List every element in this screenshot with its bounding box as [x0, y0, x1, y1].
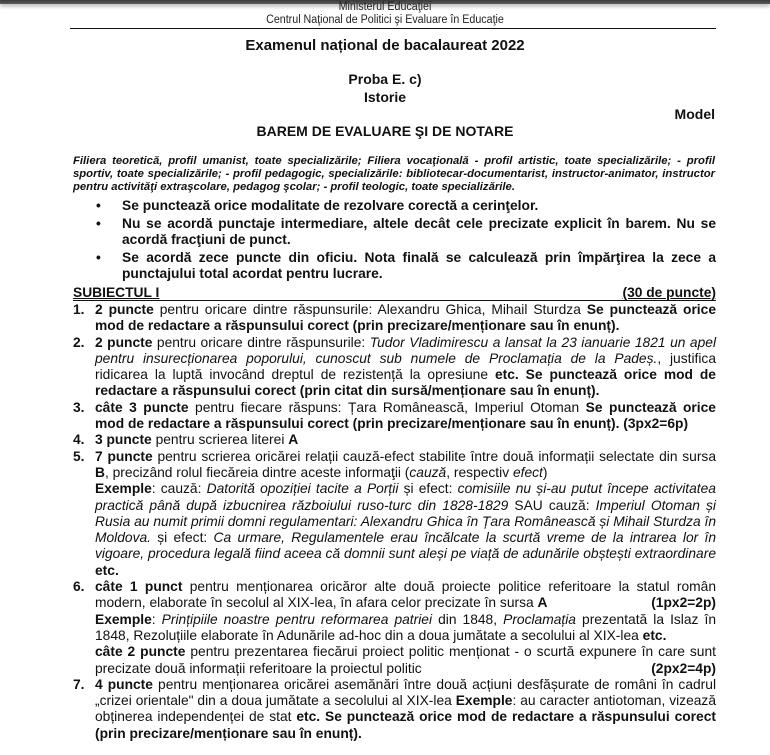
answer-item-4 — [73, 432, 716, 448]
item-text: pentru prezentarea fiecărui proiect politic menționat - o scurtă expunere în care sunt precizate două informații referitoare la proiectul politic — [95, 644, 716, 676]
bullet-icon: • — [96, 215, 101, 231]
exam-title: Examenul național de bacalaureat 2022 — [245, 37, 525, 54]
rule-text: Nu se acordă punctaje intermediare, altele decât cele precizate explicit în barem. Nu se acordă fracţiuni de punct. — [122, 215, 716, 248]
item-text: , justifica ridicarea la luptă invocând dreptul de rezistență la opresiune — [95, 350, 716, 383]
item-source: A — [537, 595, 548, 611]
item-points: 7 puncte — [95, 448, 153, 464]
item-score: (1px2=2p) — [651, 595, 716, 611]
item-source: B — [95, 464, 105, 480]
item-points: câte 1 punct — [95, 579, 183, 595]
item-number: 6. — [73, 579, 85, 595]
rule-text: Se acordă zece puncte din oficiu. Nota finală se calculează prin împărţirea la zece a punctajului total acordat pentru lucrare. — [122, 249, 716, 282]
item-text: : — [151, 611, 162, 627]
item-quote: Ca urmare, Regulamentele erau încălcate la scurtă vreme de la intrarea lor în vigoare, procedura legală fiind aceea că domnii sunt aleși pe viață de adunările obștești extraordinare — [95, 530, 716, 562]
item-points: câte 3 puncte — [95, 399, 189, 415]
model-label: Model — [674, 106, 715, 122]
item-text: și efect: — [150, 530, 214, 546]
item-number: 7. — [73, 676, 85, 692]
item-text: , precizând rolul fiecăreia dintre aceste informaţii ( — [104, 464, 410, 480]
item-quote: Prințipiile noastre pentru reformarea patriei — [161, 611, 433, 627]
item-text: din 1848, — [432, 611, 504, 627]
rule-item — [92, 198, 716, 214]
section-title: SUBIECTUL I — [73, 285, 160, 300]
item-text: pentru menționarea oricăror alte două proiecte politice referitoare la statul român modern, elaborate în secolul al XIX-lea, în afara celor precizate în sursa — [95, 579, 716, 611]
examples-label: Exemple — [95, 611, 152, 627]
item-score: (2px2=4p) — [651, 660, 716, 676]
item-note: etc. Se punctează orice mod de redactare a răspunsului corect (prin citat din sursă/menționare sau în enunț). — [95, 367, 716, 399]
item-number: 5. — [73, 448, 85, 464]
item-number: 2. — [73, 334, 85, 350]
item-points: 2 puncte — [95, 302, 154, 317]
rule-text: Se punctează orice modalitate de rezolvare corectă a cerinţelor. — [122, 198, 539, 213]
item-text: pentru scrierea oricărei relații cauză-efect stabilite între două informații selectate din sursa — [152, 448, 717, 464]
item-text: pentru oricare dintre răspunsurile: Alexandru Ghica, Mihail Sturdza — [153, 302, 587, 317]
examples-label: Exemple — [95, 481, 152, 497]
item-text: pentru oricare dintre răspunsurile: — [152, 334, 370, 350]
bullet-icon: • — [96, 198, 101, 213]
item-number: 4. — [73, 432, 85, 448]
item-term: cauză — [409, 464, 447, 480]
item-term: efect — [512, 464, 543, 480]
answer-item-5 — [73, 449, 716, 579]
item-text: : au caracter antiotoman, vizează obținerea independenței de stat — [95, 693, 717, 725]
item-quote: comisiile nu și-au putut începe activitatea practică până după izbucnirea războiului ruso-turc din 1828-1829 — [95, 481, 716, 513]
general-rules-list — [92, 198, 716, 284]
item-answer: A — [288, 432, 299, 448]
item-text: și efect: — [398, 481, 458, 497]
item-number: 3. — [73, 399, 85, 415]
item-text: , respectiv — [446, 464, 513, 480]
center-header: Centrul Naţional de Politici şi Evaluare în Educaţie — [266, 14, 504, 26]
item-etc: etc. — [642, 627, 667, 643]
item-points: câte 2 puncte — [95, 644, 186, 660]
item-text: : cauză: — [151, 481, 207, 497]
item-quote: Datorită opoziției tacite a Porții — [206, 481, 399, 497]
bullet-icon: • — [96, 249, 101, 265]
item-number: 1. — [73, 302, 85, 317]
item-text: pentru fiecare răspuns: Țara Românească, Imperiul Otoman — [188, 399, 586, 415]
answer-item-7 — [73, 677, 716, 742]
item-note: etc. Se punctează orice mod de redactare a răspunsului corect (prin precizare/menționare sau în enunț). — [95, 709, 716, 741]
item-quote: Tudor Vladimirescu a lansat la 23 ianuarie 1821 un apel pentru insurecționarea poporului, cunoscut sub numele de Proclamația de la Padeș. — [95, 334, 717, 366]
item-text: prezentată la Islaz în 1848, Rezoluțiile elaborate în Adunările ad-hoc din a doua jumătate a secolului al XIX-lea — [95, 611, 716, 643]
examples-label: Exemple — [455, 693, 513, 709]
ministry-header: Ministerul Educaţiei — [338, 1, 432, 13]
item-text: pentru scrierea literei — [151, 432, 289, 448]
answer-items — [73, 302, 716, 742]
item-text: SAU cauză: — [508, 497, 596, 513]
section-points: (30 de puncte) — [622, 285, 716, 300]
barem-title: BAREM DE EVALUARE ŞI DE NOTARE — [256, 123, 514, 139]
item-points: 3 puncte — [95, 432, 152, 448]
subject-name: Istorie — [363, 89, 406, 105]
answer-item-1 — [73, 302, 716, 335]
item-quote: Proclamația — [503, 611, 576, 627]
item-note: Se punctează orice mod de redactare a răspunsului corect (prin precizare/menționare sau în enunț). — [95, 302, 716, 334]
item-text: ) — [542, 464, 548, 480]
section-heading — [73, 285, 716, 301]
rule-item — [92, 216, 716, 249]
item-note: Se punctează orice mod de redactare a răspunsului corect (prin precizare/menționare sau în enunț). (3px2=6p) — [95, 399, 716, 432]
filiera-paragraph: Filiera teoretică, profil umanist, toate specializările; Filiera vocaţională - profil artistic, toate specializările; - profil sportiv, toate specializările; - profil pedagogic, specializările: bibliotecar-documentarist, instructor-animator, instructor pentru activităţi extraşcolare, pedagog şcolar; - profil teologic, toate specializările. — [73, 155, 715, 193]
rule-item — [92, 250, 716, 283]
header-rule — [70, 28, 716, 29]
answer-item-2 — [73, 335, 716, 400]
item-quote: Imperiul Otoman și Rusia au numit primii domni regulamentari: Alexandru Ghica în Țara Românească și Mihail Sturdza în Moldova. — [95, 497, 716, 546]
answer-item-6 — [73, 579, 716, 677]
answer-item-3 — [73, 400, 716, 433]
item-points: 2 puncte — [95, 334, 153, 350]
item-text: pentru menționarea oricărei asemănări între două acțiuni desfășurate de români în cadrul „crizei orientale" din a doua jumătate a secolului al XIX-lea — [95, 676, 717, 709]
item-etc: etc. — [95, 562, 119, 578]
proba-label: Proba E. c) — [348, 71, 422, 87]
item-points: 4 puncte — [95, 676, 153, 692]
